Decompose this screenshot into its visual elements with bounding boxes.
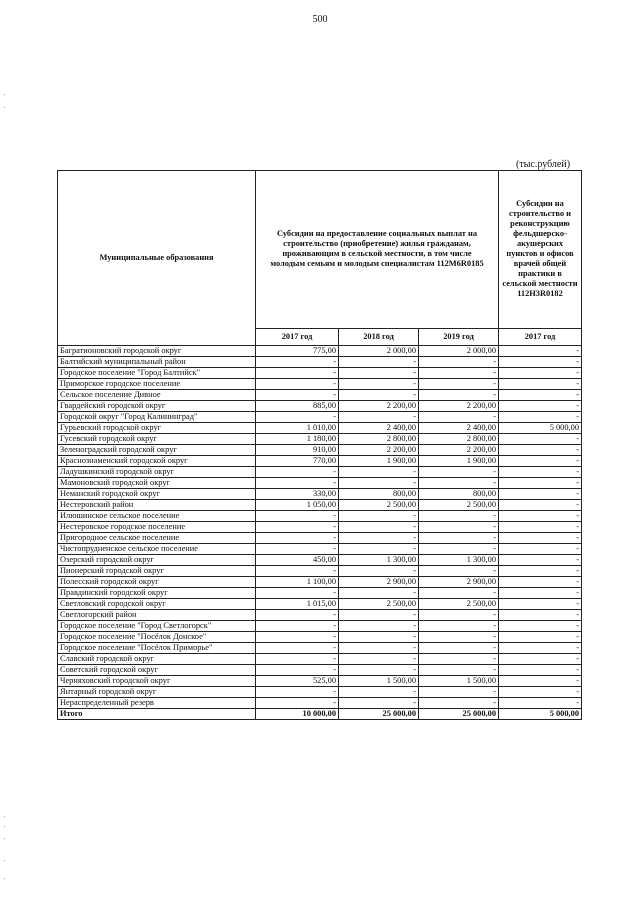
municipality-name: Гусевский городской округ xyxy=(58,434,256,445)
table-row xyxy=(58,456,582,467)
header-municipality: Муниципальные образования xyxy=(58,171,256,346)
municipality-name: Советский городской округ xyxy=(58,665,256,676)
page-number: 500 xyxy=(312,14,328,25)
value-cell: 1 010,00 xyxy=(256,423,339,434)
value-cell: 5 000,00 xyxy=(499,423,582,434)
value-cell: 2 200,00 xyxy=(419,445,499,456)
value-cell: 2 500,00 xyxy=(419,599,499,610)
value-cell: - xyxy=(339,390,419,401)
year-header: 2017 год xyxy=(499,328,582,345)
table-row xyxy=(58,346,582,357)
value-cell: - xyxy=(256,522,339,533)
value-cell: - xyxy=(499,676,582,687)
value-cell: - xyxy=(339,511,419,522)
value-cell: - xyxy=(339,467,419,478)
value-cell: - xyxy=(419,533,499,544)
value-cell: - xyxy=(339,643,419,654)
value-cell: - xyxy=(419,687,499,698)
value-cell: - xyxy=(419,621,499,632)
table-row xyxy=(58,555,582,566)
total-row xyxy=(58,709,582,720)
value-cell: - xyxy=(499,698,582,709)
table-row xyxy=(58,412,582,423)
value-cell: - xyxy=(419,511,499,522)
value-cell: - xyxy=(256,665,339,676)
value-cell: - xyxy=(256,368,339,379)
value-cell: - xyxy=(419,544,499,555)
value-cell: - xyxy=(256,511,339,522)
value-cell: - xyxy=(419,357,499,368)
municipality-name: Городское поселение "Посёлок Донское" xyxy=(58,632,256,643)
value-cell: 2 000,00 xyxy=(419,346,499,357)
value-cell: - xyxy=(419,588,499,599)
municipality-name: Правдинский городской округ xyxy=(58,588,256,599)
municipality-name: Пионерский городской округ xyxy=(58,566,256,577)
value-cell: - xyxy=(419,665,499,676)
table-row xyxy=(58,357,582,368)
value-cell: - xyxy=(256,478,339,489)
subsidy-table xyxy=(57,170,582,720)
value-cell: - xyxy=(339,665,419,676)
value-cell: 25 000,00 xyxy=(339,709,419,720)
table-row xyxy=(58,544,582,555)
value-cell: - xyxy=(499,478,582,489)
value-cell: - xyxy=(256,643,339,654)
municipality-name: Городской округ "Город Калининград" xyxy=(58,412,256,423)
value-cell: 525,00 xyxy=(256,676,339,687)
table-row xyxy=(58,379,582,390)
value-cell: - xyxy=(419,643,499,654)
value-cell: - xyxy=(256,544,339,555)
municipality-name: Городское поселение "Город Балтийск" xyxy=(58,368,256,379)
value-cell: 1 500,00 xyxy=(339,676,419,687)
value-cell: 2 500,00 xyxy=(339,599,419,610)
table-row xyxy=(58,588,582,599)
value-cell: - xyxy=(256,467,339,478)
value-cell: - xyxy=(256,533,339,544)
table-row xyxy=(58,632,582,643)
table-row xyxy=(58,577,582,588)
value-cell: - xyxy=(499,511,582,522)
municipality-name: Неманский городской округ xyxy=(58,489,256,500)
table-row xyxy=(58,599,582,610)
header-row xyxy=(58,171,582,329)
value-cell: - xyxy=(339,610,419,621)
value-cell: - xyxy=(499,533,582,544)
table-row xyxy=(58,500,582,511)
value-cell: - xyxy=(256,357,339,368)
municipality-name: Полесский городской округ xyxy=(58,577,256,588)
municipality-name: Светловский городской округ xyxy=(58,599,256,610)
value-cell: - xyxy=(499,654,582,665)
units-label: (тыс.рублей) xyxy=(516,159,571,170)
table-row xyxy=(58,621,582,632)
value-cell: 2 200,00 xyxy=(419,401,499,412)
value-cell: - xyxy=(339,621,419,632)
value-cell: - xyxy=(499,467,582,478)
value-cell: 2 900,00 xyxy=(339,577,419,588)
table-row xyxy=(58,445,582,456)
value-cell: - xyxy=(339,412,419,423)
municipality-name: Ладушкинский городской округ xyxy=(58,467,256,478)
value-cell: 330,00 xyxy=(256,489,339,500)
value-cell: - xyxy=(419,610,499,621)
value-cell: 800,00 xyxy=(339,489,419,500)
value-cell: - xyxy=(256,621,339,632)
value-cell: 5 000,00 xyxy=(499,709,582,720)
value-cell: - xyxy=(419,632,499,643)
year-header: 2017 год xyxy=(256,328,339,345)
value-cell: 1 500,00 xyxy=(419,676,499,687)
value-cell: - xyxy=(499,599,582,610)
value-cell: 2 200,00 xyxy=(339,445,419,456)
value-cell: - xyxy=(419,390,499,401)
table-row xyxy=(58,698,582,709)
value-cell: - xyxy=(499,588,582,599)
value-cell: - xyxy=(256,698,339,709)
value-cell: 25 000,00 xyxy=(419,709,499,720)
value-cell: - xyxy=(499,687,582,698)
value-cell: 2 400,00 xyxy=(419,423,499,434)
value-cell: 1 300,00 xyxy=(339,555,419,566)
table-row xyxy=(58,489,582,500)
value-cell: - xyxy=(419,478,499,489)
table-row xyxy=(58,566,582,577)
value-cell: - xyxy=(339,379,419,390)
table-row xyxy=(58,423,582,434)
value-cell: - xyxy=(419,412,499,423)
value-cell: - xyxy=(419,368,499,379)
value-cell: - xyxy=(419,654,499,665)
table-row xyxy=(58,467,582,478)
municipality-name: Чистопрудненское сельское поселение xyxy=(58,544,256,555)
value-cell: - xyxy=(499,445,582,456)
value-cell: - xyxy=(419,467,499,478)
header-subsidy-fap: Субсидии на строительство и реконструкцию фельдшерско-акушерских пунктов и офисов врачей общей практики в сельской местности 112H3R0182 xyxy=(499,171,582,329)
value-cell: 1 300,00 xyxy=(419,555,499,566)
value-cell: - xyxy=(419,379,499,390)
value-cell: 2 200,00 xyxy=(339,401,419,412)
value-cell: - xyxy=(499,456,582,467)
value-cell: - xyxy=(499,500,582,511)
value-cell: - xyxy=(499,368,582,379)
value-cell: 2 400,00 xyxy=(339,423,419,434)
table-row xyxy=(58,401,582,412)
table-row xyxy=(58,511,582,522)
value-cell: 1 180,00 xyxy=(256,434,339,445)
municipality-name: Озерский городской округ xyxy=(58,555,256,566)
value-cell: 10 000,00 xyxy=(256,709,339,720)
municipality-name: Илюшинское сельское поселение xyxy=(58,511,256,522)
header-subsidy-housing: Субсидии на предоставление социальных выплат на строительство (приобретение) жилья гражданам, проживающим в сельской местности, в том числе молодым семьям и молодым специалистам 112M6R0185 xyxy=(256,171,499,329)
value-cell: - xyxy=(339,544,419,555)
value-cell: - xyxy=(499,665,582,676)
value-cell: 2 800,00 xyxy=(339,434,419,445)
value-cell: - xyxy=(256,610,339,621)
value-cell: - xyxy=(499,621,582,632)
value-cell: - xyxy=(499,434,582,445)
value-cell: - xyxy=(499,577,582,588)
municipality-name: Нестеровское городское поселение xyxy=(58,522,256,533)
value-cell: - xyxy=(256,379,339,390)
value-cell: - xyxy=(499,379,582,390)
value-cell: - xyxy=(419,566,499,577)
value-cell: - xyxy=(499,610,582,621)
value-cell: 800,00 xyxy=(419,489,499,500)
municipality-name: Багратионовский городской округ xyxy=(58,346,256,357)
table-row xyxy=(58,522,582,533)
table-row xyxy=(58,390,582,401)
municipality-name: Нестеровский район xyxy=(58,500,256,511)
value-cell: 1 015,00 xyxy=(256,599,339,610)
value-cell: - xyxy=(339,478,419,489)
value-cell: - xyxy=(499,357,582,368)
municipality-name: Черняховский городской округ xyxy=(58,676,256,687)
municipality-name: Славский городской округ xyxy=(58,654,256,665)
value-cell: - xyxy=(339,566,419,577)
table-row xyxy=(58,434,582,445)
table-row xyxy=(58,643,582,654)
value-cell: - xyxy=(499,401,582,412)
value-cell: 2 500,00 xyxy=(419,500,499,511)
value-cell: 1 050,00 xyxy=(256,500,339,511)
value-cell: - xyxy=(499,544,582,555)
municipality-name: Городское поселение "Посёлок Приморье" xyxy=(58,643,256,654)
municipality-name: Зеленоградский городской округ xyxy=(58,445,256,456)
value-cell: 2 900,00 xyxy=(419,577,499,588)
value-cell: 775,00 xyxy=(256,346,339,357)
value-cell: 1 900,00 xyxy=(419,456,499,467)
total-label: Итого xyxy=(58,709,256,720)
municipality-name: Нераспределенный резерв xyxy=(58,698,256,709)
value-cell: - xyxy=(256,654,339,665)
value-cell: - xyxy=(499,643,582,654)
value-cell: 450,00 xyxy=(256,555,339,566)
value-cell: - xyxy=(256,566,339,577)
value-cell: 2 500,00 xyxy=(339,500,419,511)
municipality-name: Пригородное сельское поселение xyxy=(58,533,256,544)
value-cell: - xyxy=(339,533,419,544)
value-cell: - xyxy=(339,698,419,709)
value-cell: - xyxy=(499,632,582,643)
value-cell: - xyxy=(499,522,582,533)
value-cell: - xyxy=(256,687,339,698)
value-cell: - xyxy=(339,687,419,698)
value-cell: - xyxy=(499,412,582,423)
municipality-name: Гурьевский городской округ xyxy=(58,423,256,434)
value-cell: - xyxy=(419,522,499,533)
value-cell: - xyxy=(256,588,339,599)
value-cell: 2 000,00 xyxy=(339,346,419,357)
table-row xyxy=(58,533,582,544)
value-cell: - xyxy=(339,368,419,379)
value-cell: - xyxy=(499,566,582,577)
value-cell: 910,00 xyxy=(256,445,339,456)
value-cell: - xyxy=(499,390,582,401)
table-row xyxy=(58,687,582,698)
table-row xyxy=(58,676,582,687)
table-row xyxy=(58,610,582,621)
value-cell: 1 900,00 xyxy=(339,456,419,467)
year-header: 2018 год xyxy=(339,328,419,345)
value-cell: - xyxy=(256,412,339,423)
municipality-name: Краснознаменский городской округ xyxy=(58,456,256,467)
value-cell: 2 800,00 xyxy=(419,434,499,445)
value-cell: - xyxy=(499,555,582,566)
municipality-name: Городское поселение "Город Светлогорск" xyxy=(58,621,256,632)
table-row xyxy=(58,665,582,676)
value-cell: - xyxy=(256,632,339,643)
table-row xyxy=(58,368,582,379)
municipality-name: Сельское поселение Дивное xyxy=(58,390,256,401)
value-cell: 885,00 xyxy=(256,401,339,412)
value-cell: - xyxy=(339,654,419,665)
value-cell: - xyxy=(499,346,582,357)
value-cell: - xyxy=(256,390,339,401)
municipality-name: Светлогорский район xyxy=(58,610,256,621)
value-cell: - xyxy=(419,698,499,709)
municipality-name: Гвардейский городской округ xyxy=(58,401,256,412)
value-cell: 770,00 xyxy=(256,456,339,467)
value-cell: - xyxy=(339,588,419,599)
table-row xyxy=(58,654,582,665)
value-cell: 1 100,00 xyxy=(256,577,339,588)
municipality-name: Янтарный городской округ xyxy=(58,687,256,698)
value-cell: - xyxy=(339,357,419,368)
year-header: 2019 год xyxy=(419,328,499,345)
municipality-name: Приморское городское поселение xyxy=(58,379,256,390)
municipality-name: Балтийский муниципальный район xyxy=(58,357,256,368)
table-row xyxy=(58,478,582,489)
value-cell: - xyxy=(339,632,419,643)
value-cell: - xyxy=(339,522,419,533)
value-cell: - xyxy=(499,489,582,500)
municipality-name: Мамоновский городской округ xyxy=(58,478,256,489)
